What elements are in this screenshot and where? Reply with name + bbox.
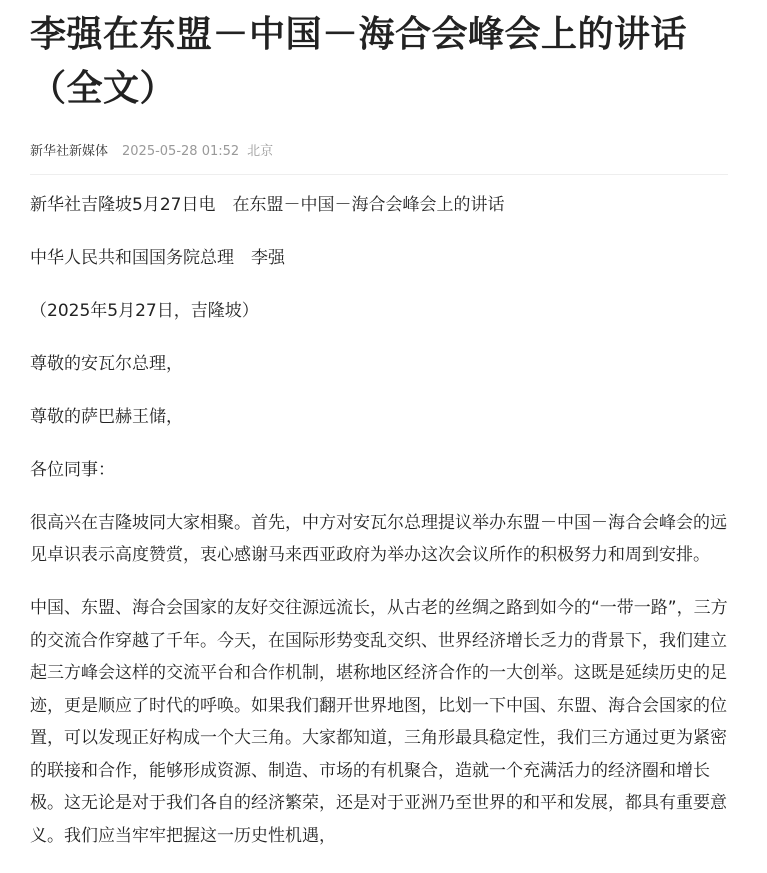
article-source[interactable]: 新华社新媒体: [30, 144, 109, 159]
article-title: 李强在东盟－中国－海合会峰会上的讲话（全文）: [30, 14, 688, 109]
article: [30, 0, 728, 873]
paragraph-dateline: 新华社吉隆坡5月27日电 在东盟－中国－海合会峰会上的讲话: [30, 195, 505, 215]
paragraph-greeting-2: 尊敬的萨巴赫王储，: [30, 407, 183, 427]
paragraph-body-1: 很高兴在吉隆坡同大家相聚。首先，中方对安瓦尔总理提议举办东盟－中国－海合会峰会的远见卓识表示高度赞赏，衷心感谢马来西亚政府为举办这次会议所作的积极努力和周到安排。: [30, 513, 727, 565]
paragraph-speaker: 中华人民共和国国务院总理 李强: [30, 248, 285, 268]
article-meta: [30, 142, 728, 162]
paragraph-greeting-1: 尊敬的安瓦尔总理，: [30, 354, 183, 374]
paragraph-body-2: 中国、东盟、海合会国家的友好交往源远流长，从古老的丝绸之路到如今的“一带一路”，三方的交流合作穿越了千年。今天，在国际形势变乱交织、世界经济增长乏力的背景下，我们建立起三方峰会这样的交流平台和合作机制，堪称地区经济合作的一大创举。这既是延续历史的足迹，更是顺应了时代的呼唤。如果我们翻开世界地图，比划一下中国、东盟、海合会国家的位置，可以发现正好构成一个大三角。大家都知道，三角形最具稳定性，我们三方通过更为紧密的联接和合作，能够形成资源、制造、市场的有机聚合，造就一个充满活力的经济圈和增长极。这无论是对于我们各自的经济繁荣，还是对于亚洲乃至世界的和平和发展，都具有重要意义。我们应当牢牢把握这一历史性机遇，: [30, 598, 728, 846]
article-location: 北京: [247, 144, 274, 159]
article-content: [30, 175, 728, 852]
paragraph-greeting-3: 各位同事：: [30, 460, 115, 480]
paragraph-date: （2025年5月27日，吉隆坡）: [30, 301, 259, 321]
article-time: 2025-05-28 01:52: [122, 144, 240, 159]
